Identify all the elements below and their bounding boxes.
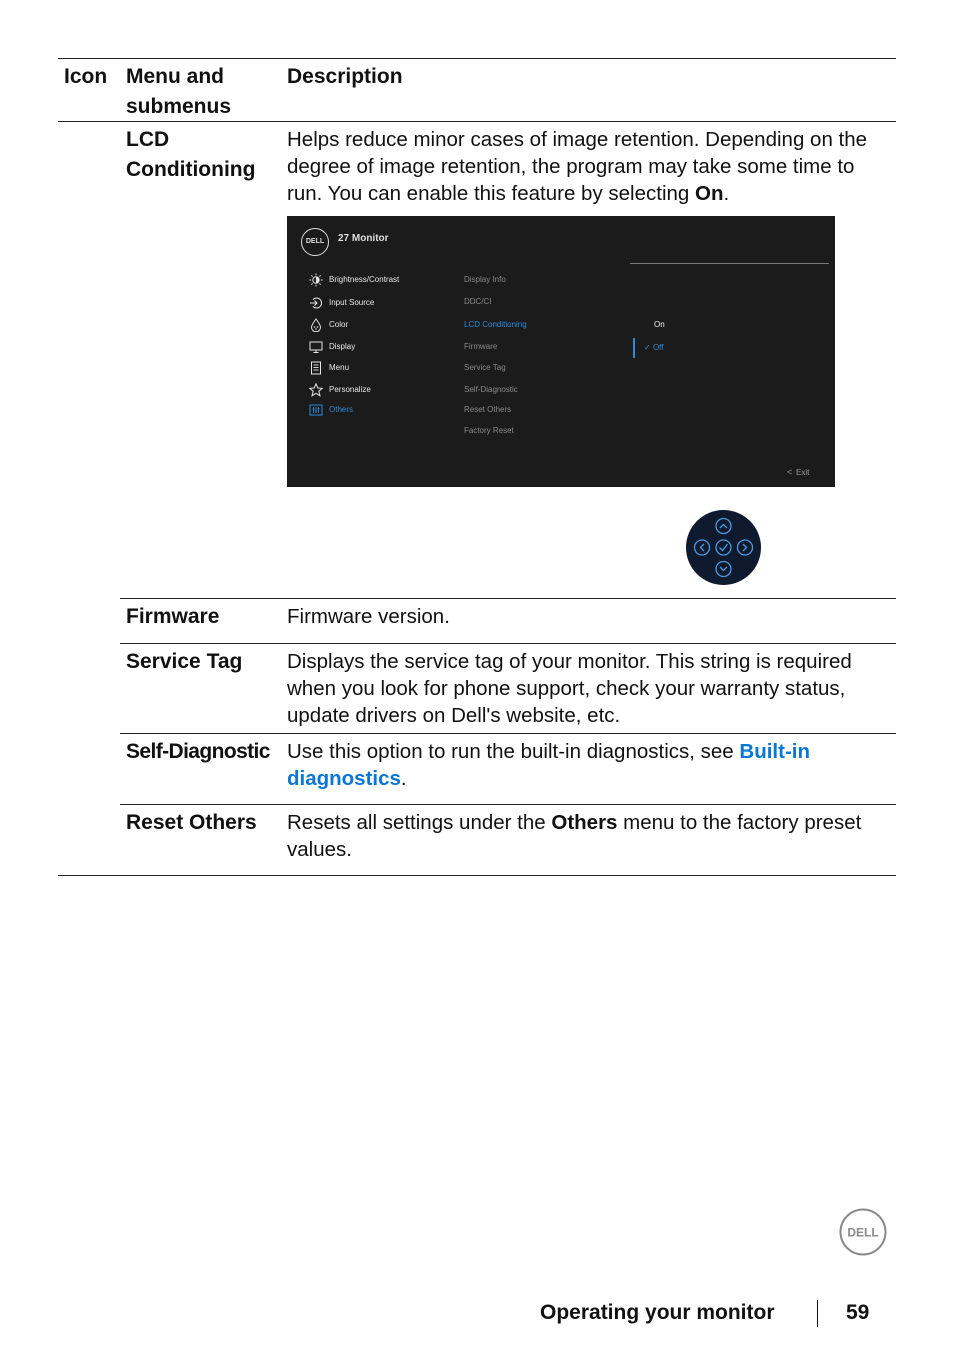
row-term-self-diagnostic: Self-Diagnostic [126, 740, 270, 763]
desc-text: Resets all settings under the [287, 811, 552, 834]
osd-submenu-service-tag[interactable]: Service Tag [464, 363, 506, 372]
row-divider [120, 643, 896, 644]
osd-submenu-firmware[interactable]: Firmware [464, 342, 498, 351]
header-description: Description [287, 65, 403, 88]
row-desc-service-tag: Displays the service tag of your monitor. This string is required when you look for phone support, check your warranty status, update drivers on Dell's website, etc. [287, 650, 852, 727]
row-term-reset-others: Reset Others [126, 811, 257, 834]
osd-menu-label: Color [329, 320, 349, 329]
right-button [738, 540, 753, 555]
table-bottom-rule [58, 875, 896, 876]
osd-menu-label: Menu [329, 363, 350, 372]
osd-option-on[interactable]: On [654, 320, 665, 329]
row-desc-self-diagnostic [287, 738, 895, 792]
table-top-rule [58, 58, 896, 59]
row-term-firmware: Firmware [126, 605, 220, 628]
osd-menu-label: Personalize [329, 385, 371, 394]
joystick-icon [686, 510, 761, 585]
row-desc-reset-others [287, 809, 895, 863]
osd-submenu-self-diagnostic[interactable]: Self-Diagnostic [464, 385, 518, 394]
osd-menu-label: Brightness/Contrast [329, 275, 400, 284]
osd-menu-item-input-source[interactable] [309, 296, 449, 310]
dell-logo-icon [839, 1208, 887, 1256]
osd-exit[interactable]: Exit [796, 468, 810, 477]
footer-section-title: Operating your monitor [540, 1301, 775, 1324]
osd-menu-screenshot [287, 216, 835, 487]
osd-title: 27 Monitor [338, 233, 389, 244]
osd-option-label: Off [652, 343, 664, 352]
footer-separator [817, 1300, 818, 1327]
osd-selection-bar [633, 338, 635, 358]
display-icon [309, 340, 323, 354]
osd-menu-item-personalize[interactable] [309, 383, 449, 397]
row-term-service-tag: Service Tag [126, 650, 243, 673]
osd-option-off[interactable] [644, 342, 663, 354]
desc-text: . [723, 182, 730, 205]
osd-menu-label: Input Source [329, 298, 375, 307]
ok-button [716, 540, 731, 555]
desc-text: . [400, 767, 407, 790]
others-icon [309, 403, 323, 417]
row-term-lcd-conditioning: LCD Conditioning [126, 128, 256, 181]
header-menu: Menu and submenus [126, 65, 232, 118]
left-button [695, 540, 710, 555]
osd-menu-label: Display [329, 342, 356, 351]
desc-text: Helps reduce minor cases of image retention. Depending on the degree of image retention, the program may take some time to run. You can enable this feature by selecting [287, 128, 868, 205]
osd-submenu-factory-reset[interactable]: Factory Reset [464, 426, 514, 435]
star-icon [309, 383, 323, 397]
osd-menu-label: Others [329, 405, 354, 414]
osd-dell-logo: DELL [301, 228, 329, 256]
osd-submenu-ddc-ci[interactable]: DDC/CI [464, 297, 492, 306]
desc-text: Use this option to run the built-in diagnostics, see [287, 740, 740, 763]
osd-menu-item-color[interactable] [309, 318, 449, 332]
header-icon: Icon [64, 65, 108, 88]
desc-bold: Others [551, 811, 618, 834]
page-number: 59 [846, 1301, 870, 1324]
dell-logo-text: DELL [847, 1225, 879, 1240]
check-icon: ✓ [644, 343, 653, 352]
down-button [716, 562, 731, 577]
row-desc-firmware: Firmware version. [287, 605, 450, 628]
row-divider [120, 598, 896, 599]
osd-submenu-reset-others[interactable]: Reset Others [464, 405, 512, 414]
chevron-left-icon: < [787, 467, 793, 477]
osd-menu-item-others[interactable] [309, 403, 449, 417]
brightness-icon [309, 273, 323, 287]
input-source-icon [309, 296, 323, 310]
row-divider [120, 804, 896, 805]
osd-submenu-lcd-conditioning[interactable]: LCD Conditioning [464, 320, 527, 329]
row-divider [120, 733, 896, 734]
desc-bold: On [695, 182, 724, 205]
color-icon [309, 318, 323, 332]
osd-menu-item-brightness[interactable] [309, 273, 449, 287]
osd-divider [630, 263, 829, 264]
built-in-diagnostics-link[interactable]: Built-in diagnostics [287, 740, 810, 790]
menu-icon [309, 361, 323, 375]
row-desc-lcd-conditioning [287, 126, 895, 207]
joystick-control [686, 510, 761, 585]
osd-menu-item-menu[interactable] [309, 361, 449, 375]
osd-submenu-display-info[interactable]: Display Info [464, 275, 506, 284]
desc-text: menu to the factory preset values. [287, 811, 862, 861]
osd-menu-item-display[interactable] [309, 340, 449, 354]
up-button [716, 519, 731, 534]
